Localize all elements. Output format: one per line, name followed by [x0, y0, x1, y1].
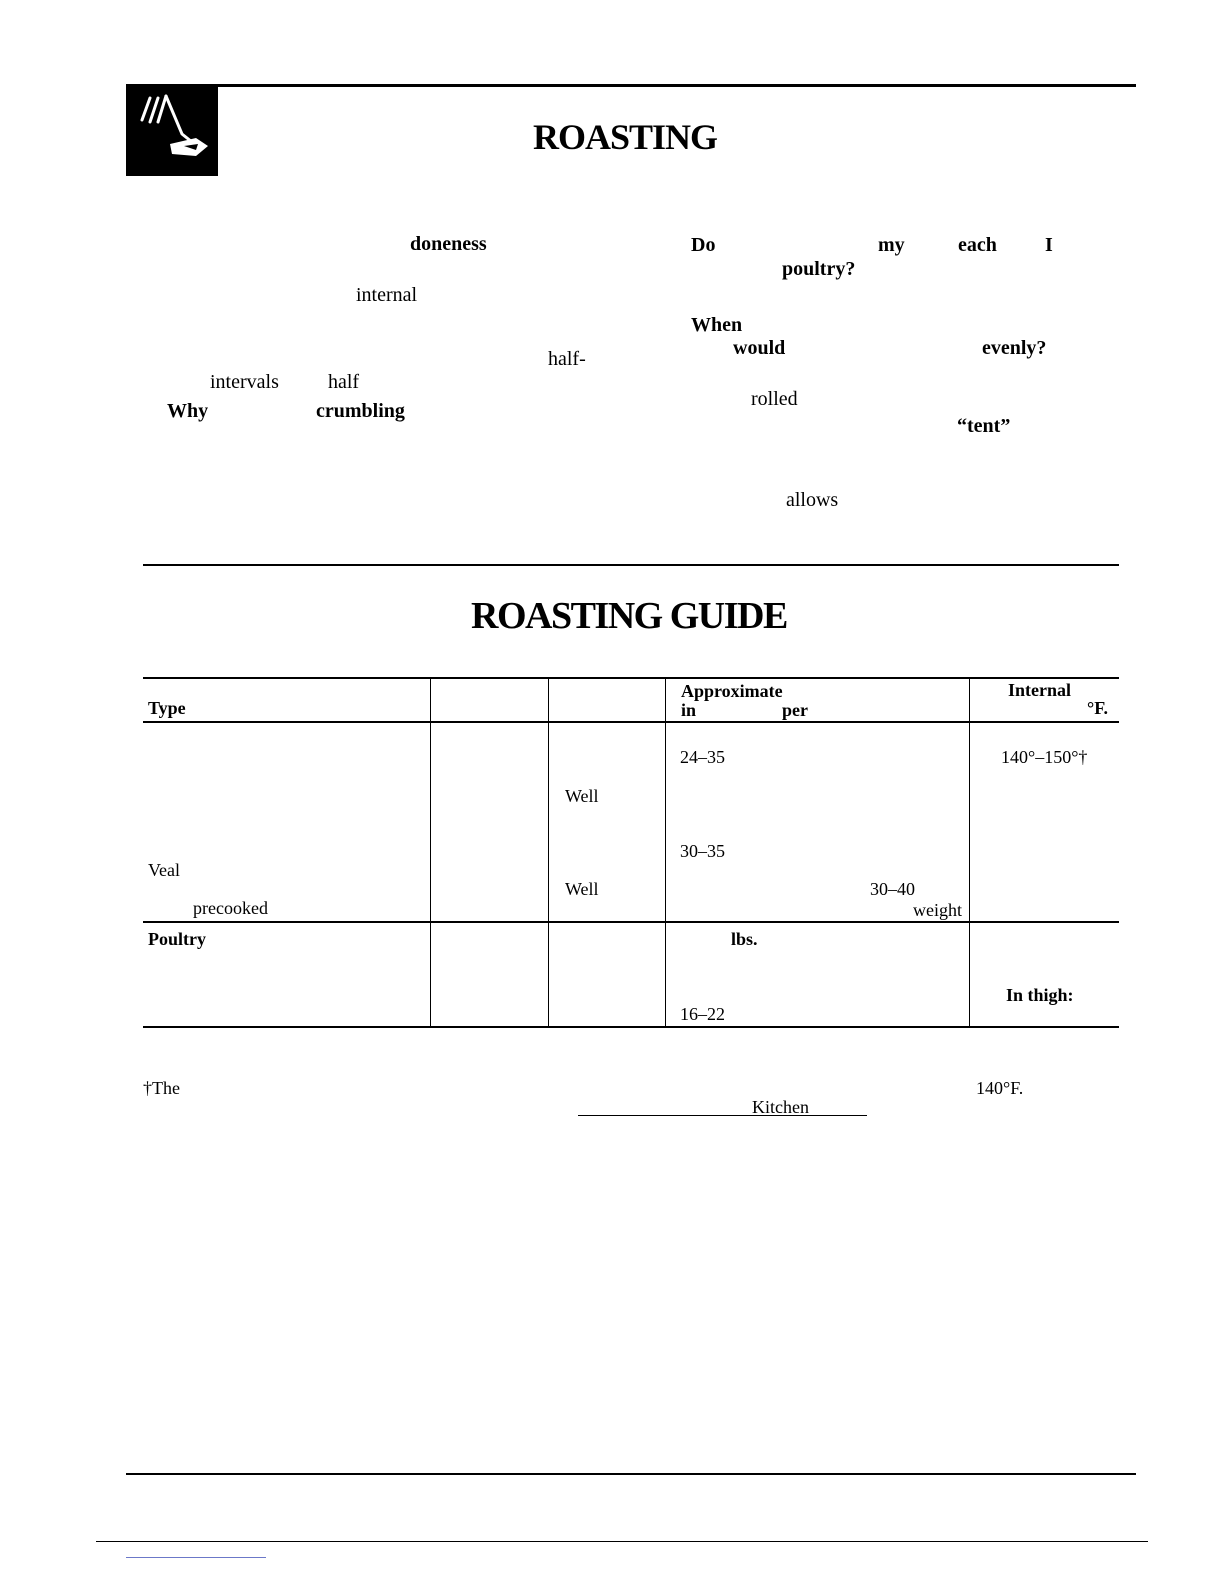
- meat-temp: 140°–150°†: [1001, 747, 1088, 767]
- table-header-rule: [143, 721, 1119, 723]
- meat-doneness: Well: [565, 786, 599, 806]
- poultry-label: Poultry: [148, 929, 206, 949]
- meat-note: precooked: [193, 898, 268, 918]
- faq-right-word: each: [958, 234, 997, 256]
- faq-left-word: half-: [548, 348, 586, 370]
- bottom-rule: [126, 1473, 1136, 1475]
- hand-icon: [126, 86, 218, 176]
- faq-right-word: evenly?: [982, 337, 1047, 359]
- table-meat-rule: [143, 921, 1119, 923]
- poultry-temp: In thigh:: [1006, 985, 1074, 1005]
- table-col-divider: [969, 678, 970, 1027]
- faq-right-word: would: [733, 337, 786, 359]
- bottom-link-underline[interactable]: [126, 1557, 266, 1558]
- faq-left-word: internal: [356, 284, 418, 306]
- top-rule: [126, 84, 1136, 87]
- footnote-mark: †The: [143, 1078, 180, 1098]
- faq-right-word: allows: [786, 489, 839, 511]
- faq-right-word: poultry?: [782, 258, 856, 280]
- meat-time: 30–35: [680, 841, 725, 861]
- guide-title: ROASTING GUIDE: [471, 595, 787, 637]
- faq-left-word: intervals: [210, 371, 279, 393]
- header-approximate: Approximate: [681, 681, 783, 701]
- poultry-weight: lbs.: [731, 929, 758, 949]
- header-per: per: [782, 700, 808, 720]
- poultry-time: 16–22: [680, 1004, 725, 1024]
- table-col-divider: [665, 678, 666, 1027]
- meat-doneness: Well: [565, 879, 599, 899]
- faq-left-word: Why: [167, 400, 209, 422]
- faq-left-word: half: [328, 371, 360, 393]
- footnote-kitchen: Kitchen: [752, 1097, 809, 1117]
- page-edge-rule: [96, 1541, 1148, 1542]
- page-title: ROASTING: [533, 117, 718, 157]
- meat-type-veal: Veal: [148, 860, 180, 880]
- table-bottom-rule: [143, 1026, 1119, 1028]
- faq-right-word: rolled: [751, 388, 798, 410]
- faq-right-word: my: [878, 234, 905, 256]
- meat-time: 30–40: [870, 879, 915, 899]
- section-divider: [143, 564, 1119, 566]
- faq-right-word: When: [691, 314, 743, 336]
- header-type: Type: [148, 698, 186, 718]
- header-internal: Internal: [1008, 680, 1071, 700]
- faq-right-word: I: [1045, 234, 1053, 256]
- meat-note: weight: [913, 900, 962, 920]
- faq-right-word: Do: [691, 234, 716, 256]
- footnote-temp: 140°F.: [976, 1078, 1024, 1098]
- table-col-divider: [430, 678, 431, 1027]
- header-degrees-f: °F.: [1087, 698, 1109, 718]
- faq-right-word: “tent”: [957, 415, 1011, 437]
- table-top-rule: [143, 677, 1119, 679]
- header-in: in: [681, 700, 697, 720]
- faq-left-word: doneness: [410, 233, 487, 255]
- faq-left-word: crumbling: [316, 400, 405, 422]
- footnote-underline: [578, 1115, 867, 1116]
- table-col-divider: [548, 678, 549, 1027]
- meat-time: 24–35: [680, 747, 725, 767]
